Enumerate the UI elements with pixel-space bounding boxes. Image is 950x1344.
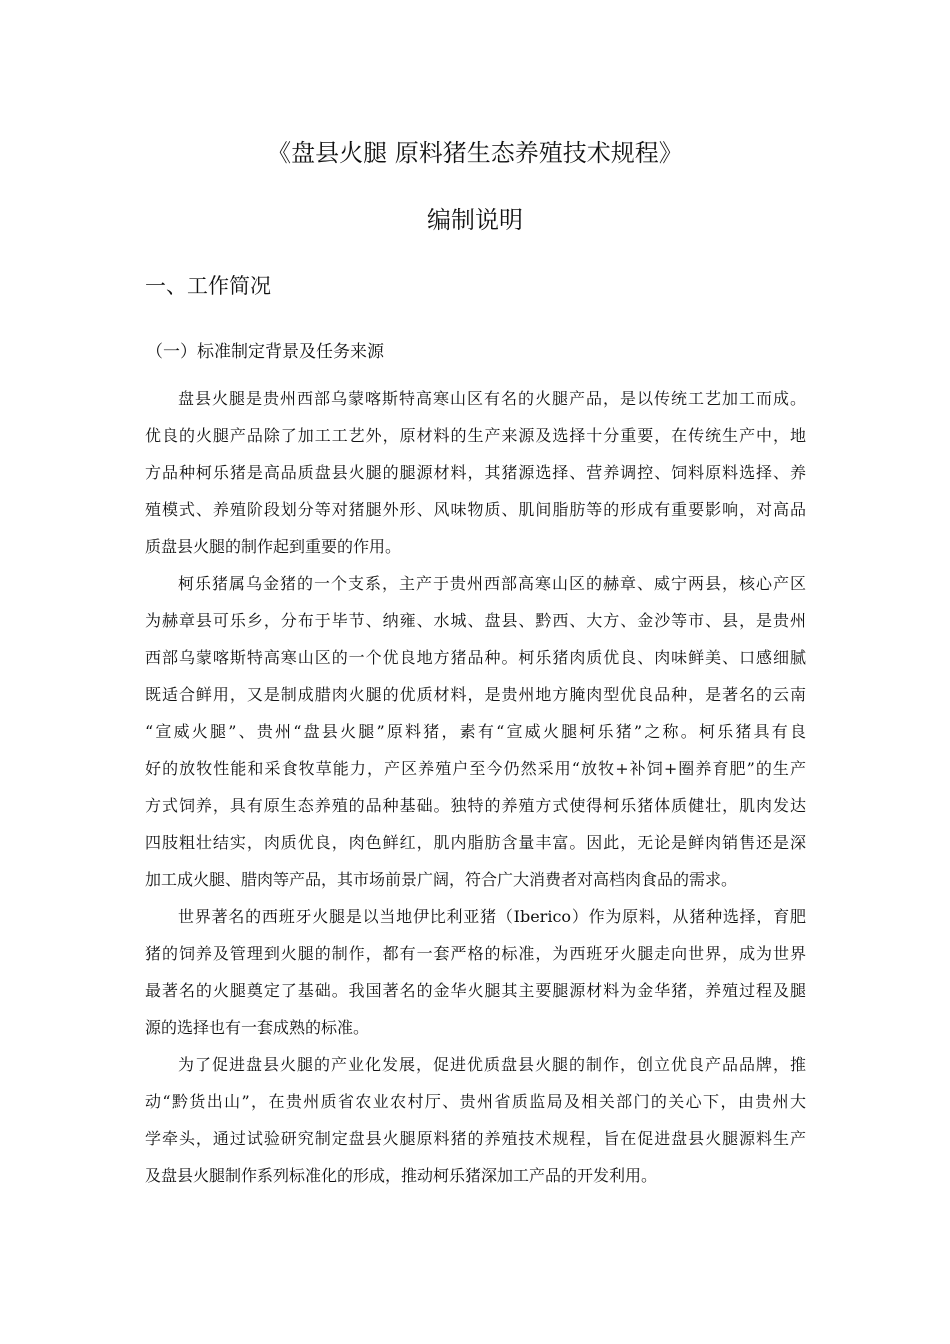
document-subtitle: 编制说明	[427, 206, 523, 234]
paragraph	[145, 1046, 806, 1194]
section-heading: 一、工作简况	[145, 274, 271, 298]
paragraph-line: 源的选择也有一套成熟的标准。	[145, 1018, 370, 1037]
paragraph-line: 优良的火腿产品除了加工工艺外，原材料的生产来源及选择十分重要，在传统生产中，地	[145, 426, 806, 445]
paragraph-line: 殖模式、养殖阶段划分等对猪腿外形、风味物质、肌间脂肪等的形成有重要影响，对高品	[145, 500, 806, 519]
paragraph-line: 为了促进盘县火腿的产业化发展，促进优质盘县火腿的制作，创立优良产品品牌，推	[178, 1055, 806, 1074]
paragraph-line: 质盘县火腿的制作起到重要的作用。	[145, 537, 402, 556]
paragraph-line: 为赫章县可乐乡，分布于毕节、纳雍、水城、盘县、黔西、大方、金沙等市、县，是贵州	[145, 611, 806, 630]
paragraph-line: 柯乐猪属乌金猪的一个支系，主产于贵州西部高寒山区的赫章、威宁两县，核心产区	[178, 574, 806, 593]
paragraph-line: 好的放牧性能和采食牧草能力，产区养殖户至今仍然采用“放牧+补饲+圈养育肥”的生产	[145, 759, 806, 778]
document-body	[145, 380, 806, 1194]
paragraph-line: 盘县火腿是贵州西部乌蒙喀斯特高寒山区有名的火腿产品，是以传统工艺加工而成。	[178, 389, 806, 408]
paragraph-line: 世界著名的西班牙火腿是以当地伊比利亚猪（Iberico）作为原料，从猪种选择，育肥	[178, 907, 806, 926]
paragraph-line: 加工成火腿、腊肉等产品，其市场前景广阔，符合广大消费者对高档肉食品的需求。	[145, 870, 738, 889]
paragraph	[145, 898, 806, 1046]
paragraph	[145, 565, 806, 898]
paragraph-line: 既适合鲜用，又是制成腊肉火腿的优质材料，是贵州地方腌肉型优良品种，是著名的云南	[145, 685, 806, 704]
document-title: 《盘县火腿 原料猪生态养殖技术规程》	[267, 139, 683, 167]
paragraph-line: 方品种柯乐猪是高品质盘县火腿的腿源材料，其猪源选择、营养调控、饲料原料选择、养	[145, 463, 806, 482]
paragraph-line: 最著名的火腿奠定了基础。我国著名的金华火腿其主要腿源材料为金华猪，养殖过程及腿	[145, 981, 806, 1000]
subsection-heading: （一）标准制定背景及任务来源	[146, 342, 384, 362]
paragraph-line: 方式饲养，具有原生态养殖的品种基础。独特的养殖方式使得柯乐猪体质健壮，肌肉发达	[145, 796, 806, 815]
paragraph-line: 西部乌蒙喀斯特高寒山区的一个优良地方猪品种。柯乐猪肉质优良、肉味鲜美、口感细腻	[145, 648, 806, 667]
paragraph-line: 学牵头，通过试验研究制定盘县火腿原料猪的养殖技术规程，旨在促进盘县火腿源料生产	[145, 1129, 806, 1148]
paragraph-line: “宣威火腿”、贵州“盘县火腿”原料猪，素有“宣威火腿柯乐猪”之称。柯乐猪具有良	[145, 722, 806, 741]
paragraph	[145, 380, 806, 565]
paragraph-line: 及盘县火腿制作系列标准化的形成，推动柯乐猪深加工产品的开发利用。	[145, 1166, 658, 1185]
paragraph-line: 四肢粗壮结实，肉质优良，肉色鲜红，肌内脂肪含量丰富。因此，无论是鲜肉销售还是深	[145, 833, 806, 852]
paragraph-line: 猪的饲养及管理到火腿的制作，都有一套严格的标准，为西班牙火腿走向世界，成为世界	[145, 944, 806, 963]
paragraph-line: 动“黔货出山”，在贵州质省农业农村厅、贵州省质监局及相关部门的关心下，由贵州大	[145, 1092, 806, 1111]
